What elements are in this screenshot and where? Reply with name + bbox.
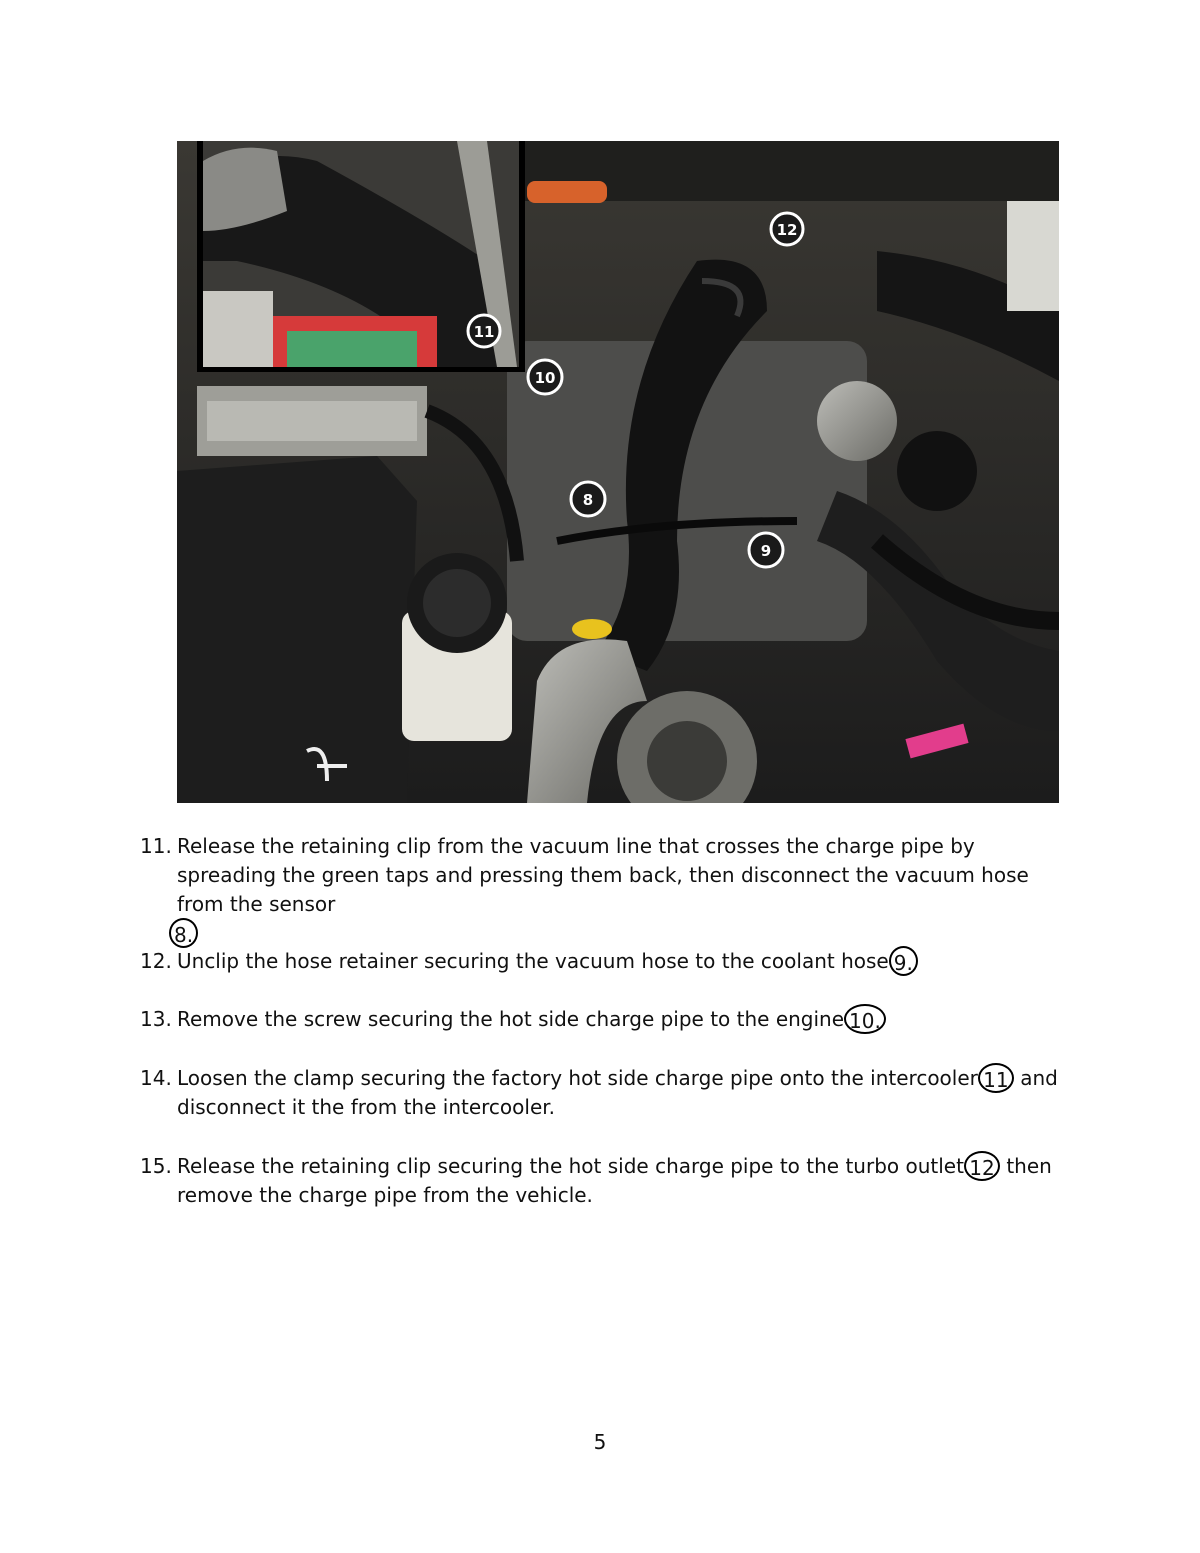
- callout-8: [571, 482, 605, 516]
- step-11: [140, 832, 1060, 948]
- svg-text:8: 8: [582, 491, 594, 509]
- step-number: 11.: [140, 834, 172, 858]
- step-15: [140, 1152, 1060, 1210]
- svg-text:11: 11: [473, 323, 495, 341]
- svg-text:9: 9: [760, 542, 772, 560]
- step-number: 12.: [140, 949, 172, 973]
- step-number: 15.: [140, 1154, 172, 1178]
- step-text: Release the retaining clip from the vacuum line that crosses the charge pipe by spreading the green taps and pressing them back, then disconnect the vacuum hose from the sensor: [177, 834, 1029, 916]
- callout-12: [771, 213, 803, 245]
- callout-11: [468, 315, 500, 347]
- svg-text:10: 10: [534, 369, 556, 387]
- callout-ref: 12: [964, 1151, 1000, 1181]
- callout-ref: 8.: [169, 918, 198, 948]
- step-number: 14.: [140, 1066, 172, 1090]
- step-text-after: and disconnect it the from the intercooler.: [177, 1066, 1058, 1119]
- step-12: [140, 947, 1060, 976]
- callout-ref: 9.: [889, 946, 918, 976]
- step-14: [140, 1064, 1060, 1122]
- step-13: [140, 1005, 1060, 1034]
- step-text: Remove the screw securing the hot side charge pipe to the engine: [177, 1007, 845, 1031]
- callout-10: [528, 360, 562, 394]
- step-text: Loosen the clamp securing the factory hot side charge pipe onto the intercooler: [177, 1066, 978, 1090]
- callout-ref: 10.: [844, 1004, 886, 1034]
- step-text-after: then remove the charge pipe from the vehicle.: [177, 1154, 1052, 1207]
- step-number: 13.: [140, 1007, 172, 1031]
- svg-text:12: 12: [776, 221, 798, 239]
- step-text: Unclip the hose retainer securing the vacuum hose to the coolant hose: [177, 949, 889, 973]
- callout-9: [749, 533, 783, 567]
- page-number: 5: [593, 1430, 607, 1454]
- engine-bay-photo: [177, 141, 1059, 803]
- step-text: Release the retaining clip securing the hot side charge pipe to the turbo outlet: [177, 1154, 964, 1178]
- callout-ref: 11: [978, 1063, 1014, 1093]
